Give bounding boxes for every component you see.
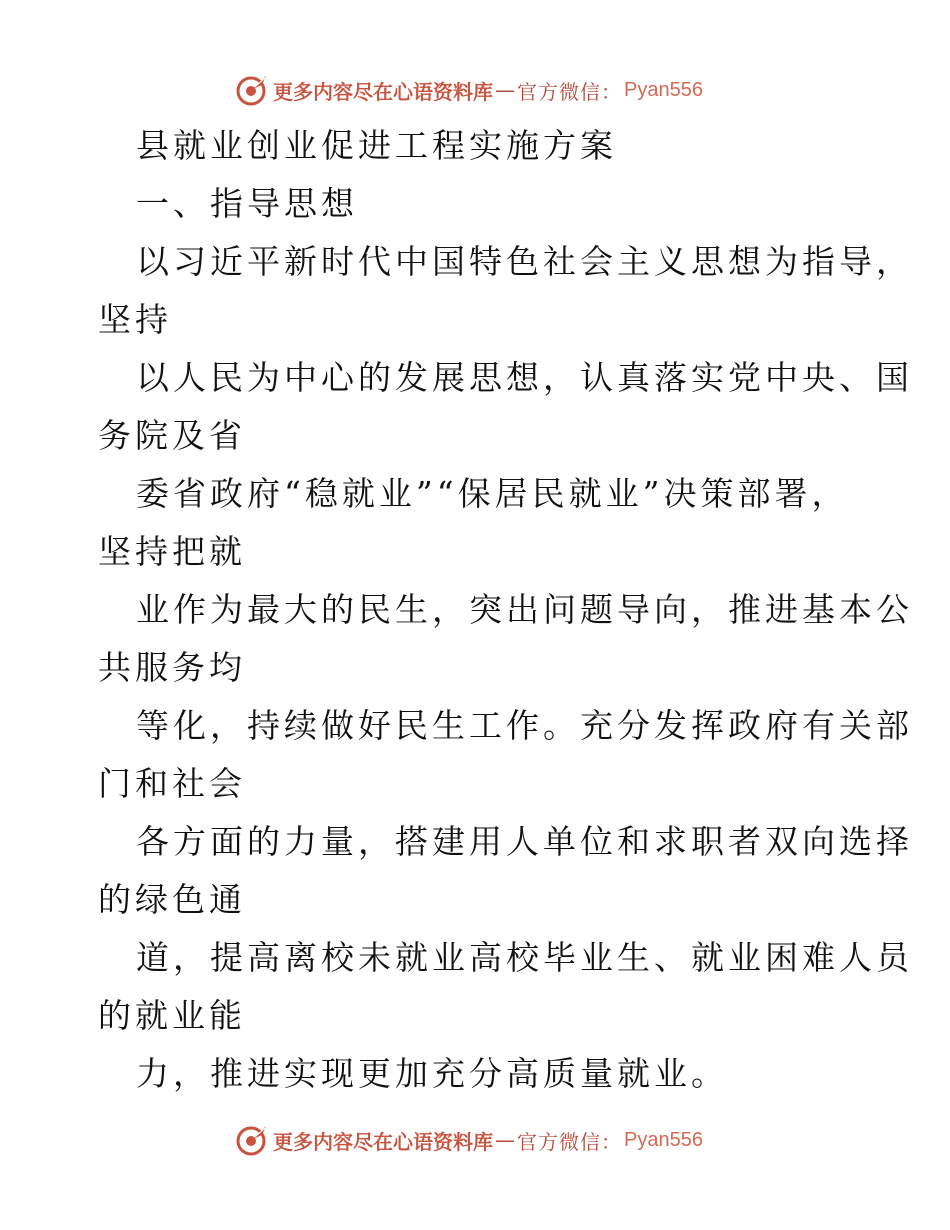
quill-logo-icon xyxy=(235,73,269,107)
text-line: 共服务均 xyxy=(98,648,246,687)
watermark-wechat-id: Pyan556 xyxy=(624,1128,703,1151)
watermark-official-label: 官方微信： xyxy=(517,1129,622,1154)
text-line: 道，提高离校未就业高校毕业生、就业困难人员 xyxy=(136,938,913,977)
watermark-wechat-id: Pyan556 xyxy=(624,78,703,101)
text-line: 的就业能 xyxy=(98,996,246,1035)
text-line: 坚持把就 xyxy=(98,532,246,571)
text-line: 以人民为中心的发展思想，认真落实党中央、国 xyxy=(136,358,913,397)
text-line: 的绿色通 xyxy=(98,880,246,919)
footer-watermark xyxy=(235,1122,703,1158)
text-line: 力，推进实现更加充分高质量就业。 xyxy=(136,1054,728,1093)
document-title: 县就业创业促进工程实施方案 xyxy=(136,126,617,165)
watermark-site-text: 更多内容尽在心语资料库 xyxy=(273,79,493,104)
header-watermark xyxy=(235,72,703,108)
text-line: 务院及省 xyxy=(98,416,246,455)
text-line: 等化，持续做好民生工作。充分发挥政府有关部 xyxy=(136,706,913,745)
text-line: 委省政府“稳就业”“保居民就业”决策部署， xyxy=(136,474,849,513)
watermark-site-text: 更多内容尽在心语资料库 xyxy=(273,1129,493,1154)
watermark-separator: — xyxy=(495,1128,515,1152)
text-line: 以习近平新时代中国特色社会主义思想为指导， xyxy=(136,242,913,281)
section-heading: 一、指导思想 xyxy=(136,184,358,223)
text-line: 各方面的力量，搭建用人单位和求职者双向选择 xyxy=(136,822,913,861)
text-line: 门和社会 xyxy=(98,764,246,803)
text-line: 业作为最大的民生，突出问题导向，推进基本公 xyxy=(136,590,913,629)
watermark-separator: — xyxy=(495,78,515,102)
quill-logo-icon xyxy=(235,1123,269,1157)
watermark-official-label: 官方微信： xyxy=(517,79,622,104)
text-line: 坚持 xyxy=(98,300,172,339)
